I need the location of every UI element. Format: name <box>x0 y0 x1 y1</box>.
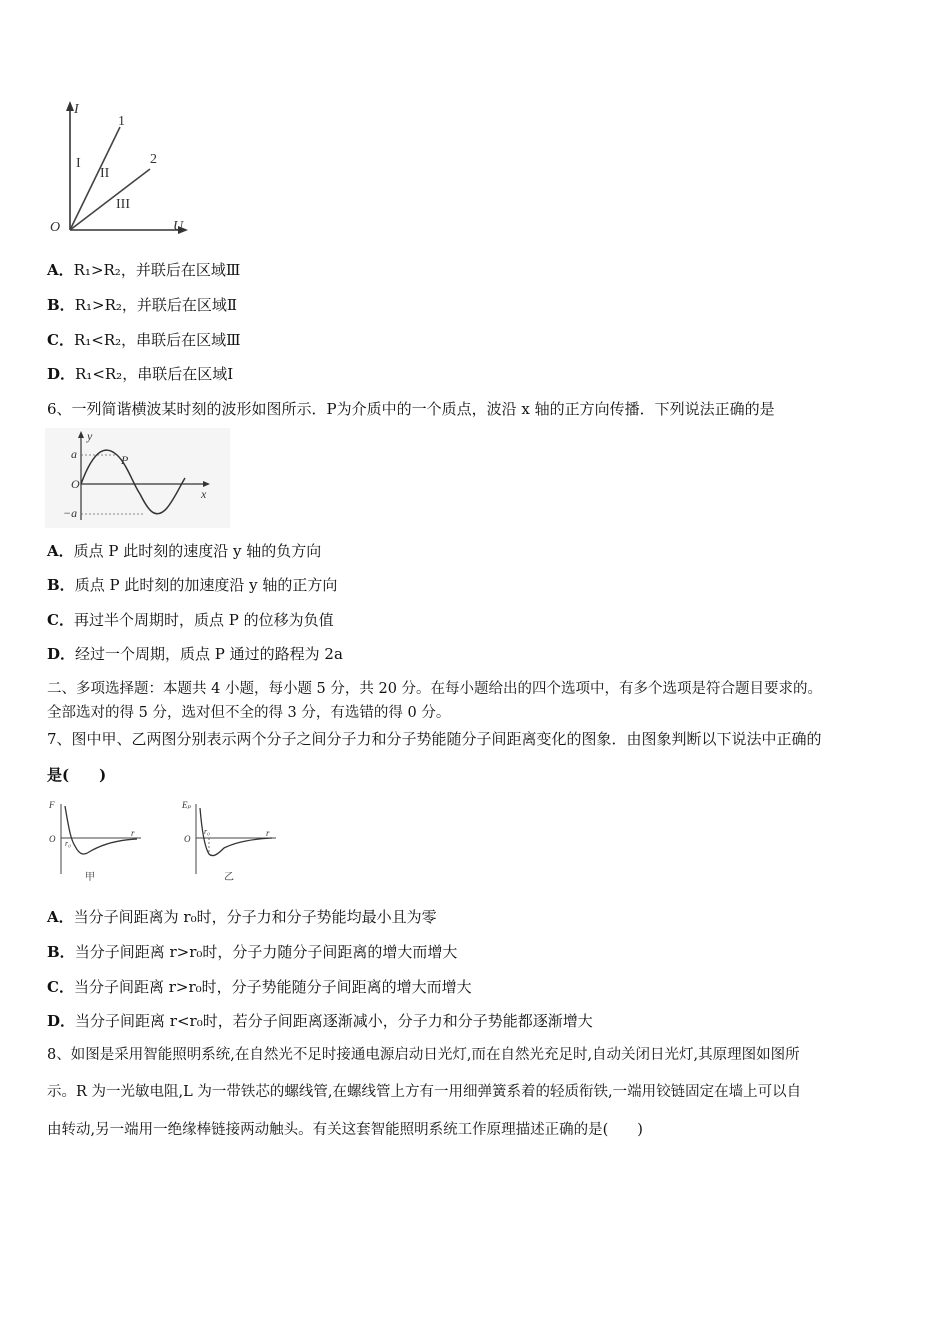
q8-stem-line-2: 示。R 为一光敏电阻,L 为一带铁芯的螺线管,在螺线管上方有一用细弹簧系着的轻质衔铁,一端用铰链固定在墙上可以自 <box>47 1084 802 1100</box>
q5-option-c <box>47 330 241 350</box>
origin-label: O <box>71 477 80 491</box>
option-key: A． <box>47 908 74 926</box>
region-2-label: II <box>100 166 110 181</box>
option-key: D． <box>47 1012 76 1030</box>
option-text: R₁>R₂，并联后在区域Ⅱ <box>74 296 238 314</box>
r0-label: r₀ <box>204 827 210 836</box>
option-text: R₁>R₂，并联后在区域Ⅲ <box>73 261 241 279</box>
section-heading-line-2: 全部选对的得 5 分，选对但不全的得 3 分，有选错的得 0 分。 <box>47 705 451 721</box>
q5-option-d <box>47 364 233 384</box>
option-key: D． <box>47 645 76 663</box>
line-1 <box>70 127 120 230</box>
origin-label: O <box>184 834 191 844</box>
option-text: 当分子间距离 r>r₀时，分子力随分子间距离的增大而增大 <box>74 943 458 961</box>
q6-option-d <box>47 644 343 664</box>
q7-option-d <box>47 1011 593 1031</box>
option-key: A． <box>47 542 74 560</box>
option-key: B． <box>47 943 75 961</box>
q8-stem-line-3: 由转动,另一端用一绝缘棒链接两动触头。有关这套智能照明系统工作原理描述正确的是( ) <box>47 1122 643 1138</box>
potential-curve <box>200 808 272 856</box>
axis-label-r: r <box>131 828 135 838</box>
axis-label-f: F <box>49 800 55 810</box>
axis-label-ep: Eₚ <box>182 800 192 810</box>
region-3-label: III <box>116 197 130 212</box>
wave-graph <box>45 428 230 528</box>
origin-label: O <box>49 834 56 844</box>
line-1-label: 1 <box>118 114 125 129</box>
label-a: a <box>71 447 77 461</box>
section-heading-line-1: 二、多项选择题：本题共 4 小题，每小题 5 分，共 20 分。在每小题给出的四个选项中，有多个选项是符合题目要求的。 <box>47 681 823 697</box>
potential-graph <box>180 796 280 884</box>
axis-label-i: I <box>74 102 79 117</box>
q5-option-a <box>47 260 240 280</box>
option-text: 质点 P 此时刻的速度沿 y 轴的负方向 <box>73 542 322 560</box>
option-text: R₁<R₂，串联后在区域Ⅲ <box>73 331 241 349</box>
option-key: B． <box>47 576 75 594</box>
q6-option-a <box>47 541 321 561</box>
iu-graph <box>40 95 200 245</box>
label-neg-a: −a <box>63 506 78 520</box>
option-text: 当分子间距离 r>r₀时，分子势能随分子间距离的增大而增大 <box>73 978 472 996</box>
line-2 <box>70 169 150 230</box>
q7-option-c <box>47 977 472 997</box>
q7-stem-line-2: 是( ) <box>47 766 107 784</box>
origin-label: O <box>50 220 61 235</box>
axis-label-y: y <box>87 429 93 443</box>
q6-stem: 6、一列简谐横波某时刻的波形如图所示．P为介质中的一个质点，波沿 x 轴的正方向传播．下列说法正确的是 <box>47 400 775 418</box>
option-text: 当分子间距离 r<r₀时，若分子间距离逐渐减小，分子力和分子势能都逐渐增大 <box>75 1012 593 1030</box>
point-p-label: P <box>121 453 129 467</box>
option-text: R₁<R₂，串联后在区域Ⅰ <box>75 365 234 383</box>
option-key: C． <box>47 978 74 996</box>
option-key: A． <box>47 261 74 279</box>
option-key: C． <box>47 331 74 349</box>
option-key: B． <box>47 296 75 314</box>
force-graph <box>45 796 145 884</box>
line-2-label: 2 <box>150 152 157 167</box>
option-text: 再过半个周期时，质点 P 的位移为负值 <box>73 611 334 629</box>
option-key: D． <box>47 365 76 383</box>
q7-stem-line-1: 7、图中甲、乙两图分别表示两个分子之间分子力和分子势能随分子间距离变化的图象．由图象判断以下说法中正确的 <box>47 730 822 748</box>
r0-label: r₀ <box>65 839 71 848</box>
option-text: 经过一个周期，质点 P 通过的路程为 2a <box>75 645 343 663</box>
force-curve <box>65 806 137 854</box>
axis-label-r: r <box>266 828 270 838</box>
q7-option-b <box>47 942 457 962</box>
option-text: 当分子间距离为 r₀时，分子力和分子势能均最小且为零 <box>73 908 437 926</box>
axis-label-u: U <box>173 219 184 234</box>
axis-label-x: x <box>201 487 207 501</box>
option-text: 质点 P 此时刻的加速度沿 y 轴的正方向 <box>74 576 338 594</box>
option-key: C． <box>47 611 74 629</box>
q6-option-c <box>47 610 334 630</box>
q8-stem-line-1: 8、如图是采用智能照明系统,在自然光不足时接通电源启动日光灯,而在自然光充足时,自动关闭日光灯,其原理图如图所 <box>47 1047 800 1063</box>
region-1-label: I <box>76 156 81 171</box>
q7-option-a <box>47 907 437 927</box>
caption-jia: 甲 <box>85 872 95 883</box>
caption-yi: 乙 <box>224 872 234 883</box>
q5-option-b <box>47 295 237 315</box>
q6-option-b <box>47 575 337 595</box>
